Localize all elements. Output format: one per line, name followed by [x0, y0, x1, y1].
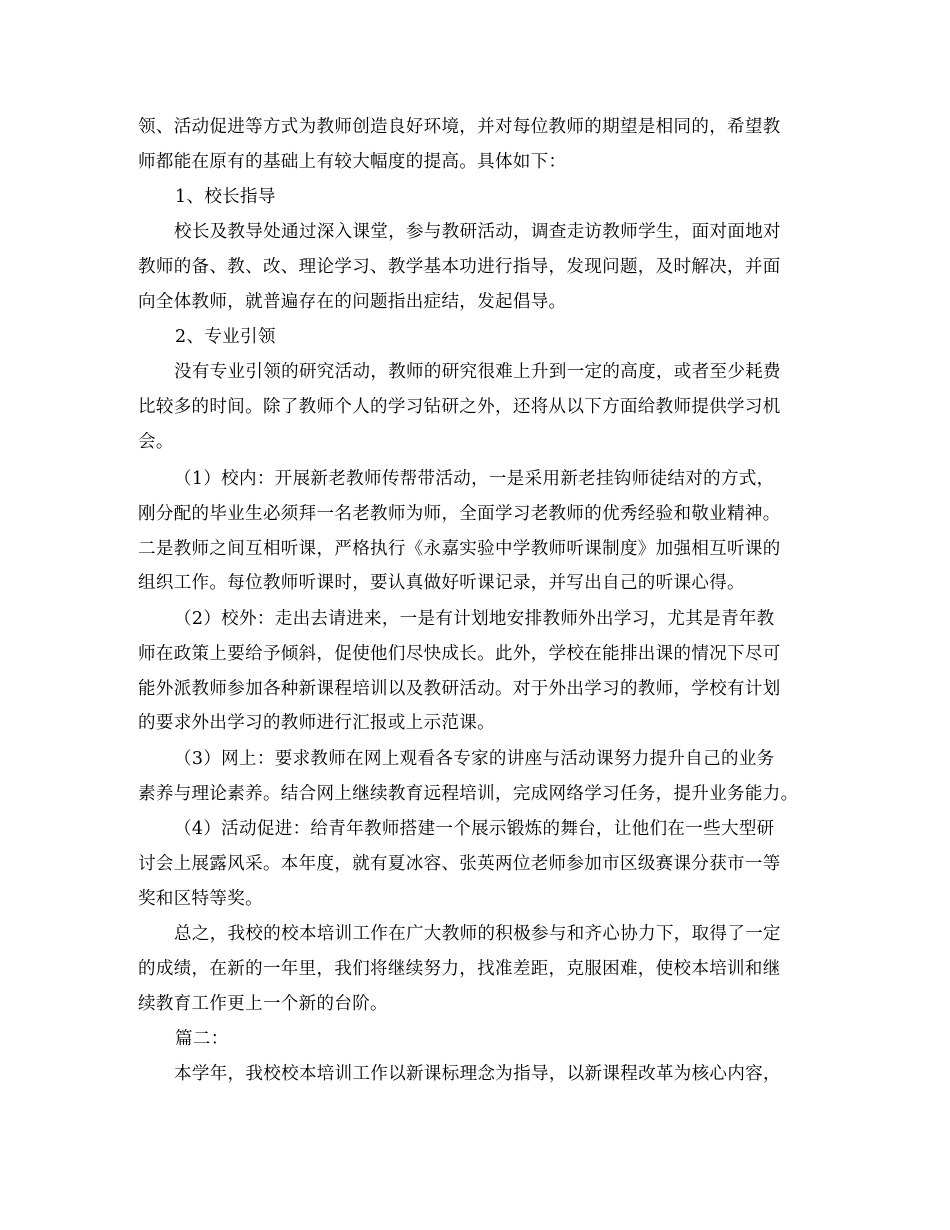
text-line: 奖和区特等奖。 [138, 888, 263, 909]
text-line: （4）活动促进：给青年教师搭建一个展示锻炼的舞台，让他们在一些大型研 [174, 819, 775, 839]
paragraph-summary [138, 917, 818, 1021]
text-line: 的成绩，在新的一年里，我们将继续努力，找准差距，克服困难，使校本培训和继 [138, 958, 781, 979]
text-line: 师都能在原有的基础上有较大幅度的提高。具体如下： [138, 151, 567, 172]
text-line: 向全体教师，就普遍存在的问题指出症结，发起倡导。 [138, 291, 567, 312]
text-line: （2）校外：走出去请进来，一是有计划地安排教师外出学习，尤其是青年教 [174, 609, 775, 629]
text-line: 的要求外出学习的教师进行汇报或上示范课。 [138, 713, 495, 734]
paragraph-off-campus [138, 602, 818, 741]
text-line: 续教育工作更上一个新的台阶。 [138, 993, 388, 1014]
text-line: 总之，我校的校本培训工作在广大教师的积极参与和齐心协力下，取得了一定 [174, 924, 781, 944]
paragraph-intro-continued [138, 110, 818, 180]
text-line: 没有专业引领的研究活动，教师的研究很难上升到一定的高度，或者至少耗费 [174, 362, 781, 382]
text-line: 1、校长指导 [175, 187, 276, 207]
heading-principal-guidance [175, 180, 855, 215]
text-line: 2、专业引领 [175, 327, 276, 347]
text-line: （1）校内：开展新老教师传帮带活动，一是采用新老挂钩师徒结对的方式， [174, 469, 775, 489]
paragraph-on-campus [138, 462, 818, 601]
text-line: （3）网上：要求教师在网上观看各专家的讲座与活动课努力提升自己的业务 [174, 749, 775, 769]
paragraph-principal-guidance [138, 215, 818, 319]
text-line: 二是教师之间互相听课，严格执行《永嘉实验中学教师听课制度》加强相互听课的 [138, 538, 781, 559]
text-line: 刚分配的毕业生必须拜一名老教师为师，全面学习老教师的优秀经验和敬业精神。 [138, 503, 781, 524]
text-line: 比较多的时间。除了教师个人的学习钻研之外，还将从以下方面给教师提供学习机 [138, 396, 781, 417]
text-line: 能外派教师参加各种新课程培训以及教研活动。对于外出学习的教师，学校有计划 [138, 678, 781, 699]
heading-part-two [175, 1022, 855, 1057]
text-line: 篇二： [175, 1029, 229, 1049]
text-line: 教师的备、教、改、理论学习、教学基本功进行指导，发现问题，及时解决，并面 [138, 256, 781, 277]
paragraph-part-two-intro [138, 1057, 818, 1092]
heading-professional-leading [175, 320, 855, 355]
paragraph-activity-promotion [138, 812, 818, 916]
text-line: 领、活动促进等方式为教师创造良好环境，并对每位教师的期望是相同的，希望教 [138, 117, 781, 137]
text-line: 会。 [138, 431, 174, 452]
paragraph-professional-leading [138, 355, 818, 459]
text-line: 本学年，我校校本培训工作以新课标理念为指导，以新课程改革为核心内容， [174, 1064, 781, 1084]
text-line: 师在政策上要给予倾斜，促使他们尽快成长。此外，学校在能排出课的情况下尽可 [138, 643, 781, 664]
text-line: 校长及教导处通过深入课堂，参与教研活动，调查走访教师学生，面对面地对 [174, 222, 781, 242]
text-line: 讨会上展露风采。本年度，就有夏冰容、张英两位老师参加市区级赛课分获市一等 [138, 853, 781, 874]
paragraph-online [138, 742, 818, 812]
text-line: 素养与理论素养。结合网上继续教育远程培训，完成网络学习任务，提升业务能力。 [138, 783, 799, 804]
text-line: 组织工作。每位教师听课时，要认真做好听课记录，并写出自己的听课心得。 [138, 573, 745, 594]
